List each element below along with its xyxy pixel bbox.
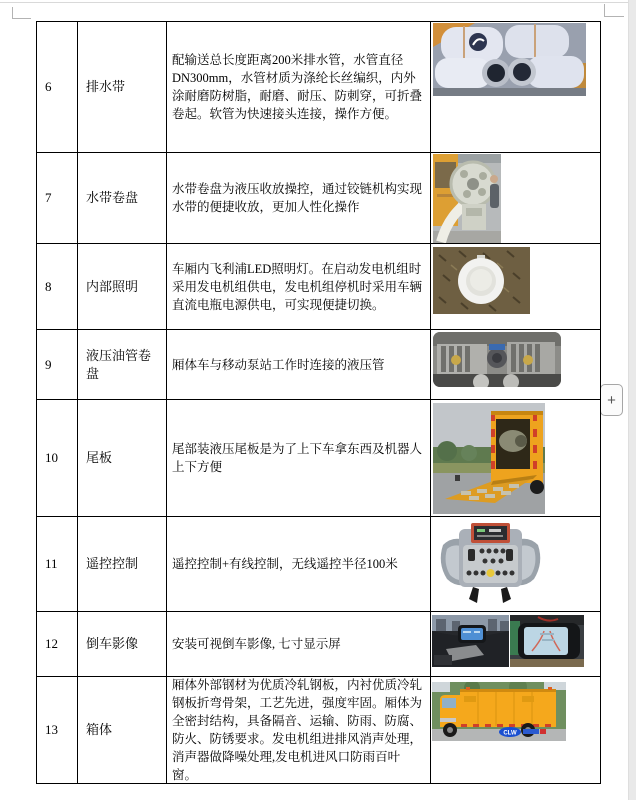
- table-row: [37, 400, 600, 517]
- row-number: 9: [37, 330, 78, 399]
- crop-mark-top-left: [12, 18, 31, 19]
- dashboard-monitor-photo: [432, 615, 509, 667]
- table-row: [37, 244, 600, 330]
- row-number: 12: [37, 612, 78, 676]
- table-row: [37, 612, 600, 677]
- page-top-rule: [0, 2, 629, 3]
- hydraulic-hose-reel-photo: [433, 332, 561, 387]
- item-name: 液压油管卷盘: [78, 330, 167, 399]
- row-number: 10: [37, 400, 78, 516]
- table-row: [37, 330, 600, 400]
- item-name: 内部照明: [78, 244, 167, 329]
- item-name: 箱体: [78, 677, 167, 783]
- yellow-box-truck-photo: [432, 682, 566, 741]
- item-description: 尾部装液压尾板是为了上下车拿东西及机器人上下方便: [167, 400, 431, 516]
- row-number: 13: [37, 677, 78, 783]
- drainage-hose-stack-photo: [433, 23, 586, 96]
- item-description: 配输送总长度距离200米排水管，水管直径DN300mm，水管材质为涤纶长丝编织，内外涂耐磨防树脂，耐磨、耐压、防刺穿，可折叠卷起。软管为快速接头连接，操作方便。: [167, 22, 431, 152]
- mirror-monitor-photo: [510, 615, 584, 667]
- svg-text:CLW: CLW: [503, 730, 517, 737]
- item-description: 厢体车与移动泵站工作时连接的液压管: [167, 330, 431, 399]
- interior-led-light-photo: [433, 247, 530, 314]
- row-number: 7: [37, 153, 78, 243]
- expand-plus-button[interactable]: +: [600, 384, 623, 416]
- item-description: 水带卷盘为液压收放操控，通过铰链机构实现水带的便捷收放，更加人性化操作: [167, 153, 431, 243]
- item-description: 遥控控制+有线控制，无线遥控半径100米: [167, 517, 431, 611]
- table-row: [37, 22, 600, 153]
- item-name: 倒车影像: [78, 612, 167, 676]
- crop-mark-top-right: [604, 16, 624, 17]
- item-name: 水带卷盘: [78, 153, 167, 243]
- row-number: 6: [37, 22, 78, 152]
- equipment-spec-table: [36, 21, 601, 784]
- item-name: 遥控控制: [78, 517, 167, 611]
- item-description: 车厢内飞利浦LED照明灯。在启动发电机组时采用发电机组供电，发电机组停机时采用车辆直流电瓶电源供电，可实现便捷切换。: [167, 244, 431, 329]
- table-row: [37, 153, 600, 244]
- remote-controller-photo: [435, 521, 546, 605]
- item-name: 排水带: [78, 22, 167, 152]
- item-description: 安装可视倒车影像, 七寸显示屏: [167, 612, 431, 676]
- item-name: 尾板: [78, 400, 167, 516]
- canvas-right-strip: [628, 0, 636, 800]
- table-row: [37, 677, 600, 783]
- row-number: 11: [37, 517, 78, 611]
- row-number: 8: [37, 244, 78, 329]
- tail-lift-photo: [433, 403, 545, 514]
- hose-reel-photo: [433, 154, 501, 243]
- table-row: [37, 517, 600, 612]
- item-description: 厢体外部钢材为优质冷轧钢板，内衬优质冷轧钢板折弯骨架，工艺先进，强度牢固。厢体为全密封结构，具备隔音、运输、防雨、防腐、防火、防锈要求。发电机组进排风消声处理，消声器做降噪处理,发电机进风口防雨百叶窗。: [167, 677, 431, 783]
